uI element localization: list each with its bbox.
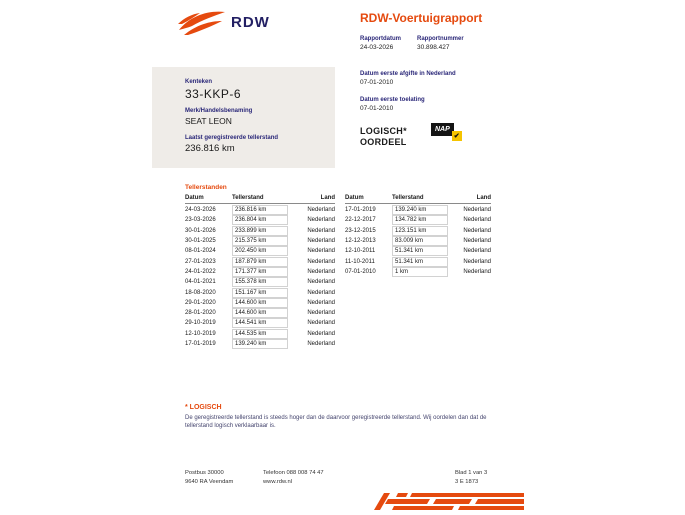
row-date: 17-01-2019	[185, 341, 216, 347]
row-date: 29-01-2020	[185, 299, 216, 306]
row-date: 24-03-2026	[185, 207, 216, 214]
row-odometer: 51.341 km	[392, 246, 448, 256]
col-tellerstand: Tellerstand	[232, 195, 264, 201]
row-date: 12-12-2013	[345, 238, 376, 245]
rdw-bird-icon	[178, 8, 226, 36]
tellerstanden-tables	[185, 195, 491, 349]
row-odometer: 134.782 km	[392, 215, 448, 225]
col-tellerstand: Tellerstand	[392, 195, 424, 201]
footer-address-line1: Postbus 30000	[185, 470, 224, 476]
row-country: Nederland	[307, 289, 335, 296]
tellerstanden-title: Tellerstanden	[185, 184, 227, 191]
footer-address-line2: 9640 RA Veendam	[185, 478, 234, 485]
row-odometer: 187.879 km	[232, 257, 288, 267]
report-title: RDW-Voertuigrapport	[360, 11, 483, 25]
row-country: Nederland	[307, 320, 335, 327]
row-odometer: 83.009 km	[392, 236, 448, 246]
row-country: Nederland	[307, 341, 335, 347]
kenteken-value: 33-KKP-6	[185, 87, 242, 101]
laatste-tellerstand-value: 236.816 km	[185, 143, 235, 154]
report-date	[360, 35, 401, 52]
table-header	[345, 195, 491, 204]
tellerstanden-table-right	[345, 195, 491, 277]
table-row	[185, 308, 335, 318]
row-odometer: 139.240 km	[232, 339, 288, 349]
row-odometer: 51.341 km	[392, 257, 448, 267]
row-odometer: 155.378 km	[232, 277, 288, 287]
row-odometer: 202.450 km	[232, 246, 288, 256]
report-date-value: 24-03-2026	[360, 44, 394, 51]
row-date: 22-12-2017	[345, 217, 376, 224]
row-country: Nederland	[307, 268, 335, 275]
row-odometer: 171.377 km	[232, 267, 288, 277]
table-row	[185, 256, 335, 266]
merk-value: SEAT LEON	[185, 116, 232, 126]
row-date: 23-03-2026	[185, 217, 216, 224]
nap-logo	[431, 123, 462, 141]
nap-check-icon: ✔	[453, 133, 460, 140]
row-date: 18-08-2020	[185, 289, 216, 296]
row-odometer: 144.535 km	[232, 329, 288, 339]
table-row	[185, 205, 335, 215]
row-date: 12-10-2011	[345, 248, 376, 255]
row-odometer: 144.600 km	[232, 308, 288, 318]
row-date: 27-01-2023	[185, 258, 216, 265]
table-row	[345, 215, 491, 225]
footer-website-link[interactable]: www.rdw.nl	[263, 478, 292, 485]
rdw-logo-text: RDW	[231, 13, 270, 31]
table-row	[185, 277, 335, 287]
report-number-value: 30.898.427	[417, 44, 450, 51]
table-row	[345, 226, 491, 236]
kenteken-label: Kenteken	[185, 79, 213, 85]
nap-logo-text: NAP	[431, 123, 454, 136]
tellerstanden-table-left	[185, 195, 335, 349]
row-date: 30-01-2026	[185, 227, 216, 234]
report-number-label: Rapportnummer	[417, 36, 464, 42]
row-country: Nederland	[463, 238, 491, 245]
table-row	[185, 246, 335, 256]
row-country: Nederland	[307, 330, 335, 337]
footer-address	[185, 469, 233, 486]
table-row	[185, 329, 335, 339]
table-row	[345, 256, 491, 266]
row-country: Nederland	[463, 258, 491, 265]
row-odometer: 151.167 km	[232, 288, 288, 298]
merk-label: Merk/Handelsbenaming	[185, 108, 253, 114]
footer-doc-code: 3 E 1873	[455, 478, 479, 485]
col-datum: Datum	[345, 195, 364, 201]
row-country: Nederland	[463, 227, 491, 234]
row-odometer: 144.541 km	[232, 318, 288, 328]
tellerstanden-section	[185, 184, 491, 349]
row-country: Nederland	[463, 207, 491, 214]
footer-contact	[263, 469, 324, 486]
row-odometer: 215.375 km	[232, 236, 288, 246]
row-odometer: 233.899 km	[232, 226, 288, 236]
footer-phone: Telefoon 088 008 74 47	[263, 470, 324, 476]
laatste-tellerstand-label: Laatst geregistreerde tellerstand	[185, 135, 279, 141]
row-date: 23-12-2015	[345, 227, 376, 234]
row-date: 07-01-2010	[345, 268, 376, 275]
footnote-text: De geregistreerde tellerstand is steeds hoger dan de daarvoor geregistreerde tellerstand. Wij oordelen dan dat de tellerstand logisch verklaarbaar is.	[185, 415, 487, 429]
first-issue-value: 07-01-2010	[360, 79, 394, 86]
vehicle-summary-box	[152, 67, 335, 168]
row-odometer: 1 km	[392, 267, 448, 277]
col-datum: Datum	[185, 195, 204, 201]
row-odometer: 236.804 km	[232, 215, 288, 225]
row-country: Nederland	[307, 279, 335, 286]
footer-page-info	[455, 469, 487, 486]
table-row	[345, 267, 491, 277]
row-country: Nederland	[307, 238, 335, 245]
table-row	[185, 339, 335, 349]
footnote-title: * LOGISCH	[185, 404, 222, 411]
row-odometer: 236.816 km	[232, 205, 288, 215]
table-row	[185, 298, 335, 308]
footer-page-number: Blad 1 van 3	[455, 470, 488, 476]
row-odometer: 144.600 km	[232, 298, 288, 308]
row-date: 08-01-2024	[185, 248, 216, 255]
table-row	[185, 287, 335, 297]
row-date: 24-01-2022	[185, 268, 216, 275]
row-country: Nederland	[463, 268, 491, 275]
col-land: Land	[320, 195, 335, 201]
table-header	[185, 195, 335, 204]
row-date: 17-01-2019	[345, 207, 376, 214]
judgement-line1: LOGISCH*	[360, 126, 407, 136]
report-meta	[360, 35, 464, 52]
row-odometer: 139.240 km	[392, 205, 448, 215]
row-date: 29-10-2019	[185, 320, 216, 327]
row-country: Nederland	[463, 248, 491, 255]
col-land: Land	[476, 195, 491, 201]
row-country: Nederland	[463, 217, 491, 224]
row-country: Nederland	[307, 258, 335, 265]
row-country: Nederland	[307, 227, 335, 234]
report-number	[417, 35, 464, 52]
report-date-label: Rapportdatum	[360, 36, 401, 42]
table-row	[345, 205, 491, 215]
first-admission-label: Datum eerste toelating	[360, 97, 425, 103]
table-row	[185, 226, 335, 236]
row-odometer: 123.151 km	[392, 226, 448, 236]
rdw-brand-stripes-icon	[374, 493, 524, 515]
row-date: 30-01-2025	[185, 238, 216, 245]
logisch-footnote	[185, 404, 487, 430]
row-country: Nederland	[307, 299, 335, 306]
row-country: Nederland	[307, 310, 335, 317]
judgement-line2: OORDEEL	[360, 137, 407, 147]
first-issue-label: Datum eerste afgifte in Nederland	[360, 71, 456, 77]
judgement-text	[360, 126, 407, 148]
row-country: Nederland	[307, 217, 335, 224]
table-row	[185, 318, 335, 328]
table-row	[185, 267, 335, 277]
row-date: 11-10-2011	[345, 258, 375, 265]
row-date: 28-01-2020	[185, 310, 216, 317]
table-row	[345, 236, 491, 246]
table-row	[185, 215, 335, 225]
table-row	[185, 236, 335, 246]
first-admission-value: 07-01-2010	[360, 105, 394, 112]
row-country: Nederland	[307, 248, 335, 255]
row-date: 12-10-2019	[185, 330, 216, 337]
table-row	[345, 246, 491, 256]
row-date: 04-01-2021	[185, 279, 216, 286]
registration-dates	[360, 70, 456, 122]
row-country: Nederland	[307, 207, 335, 214]
rdw-logo	[178, 8, 270, 36]
